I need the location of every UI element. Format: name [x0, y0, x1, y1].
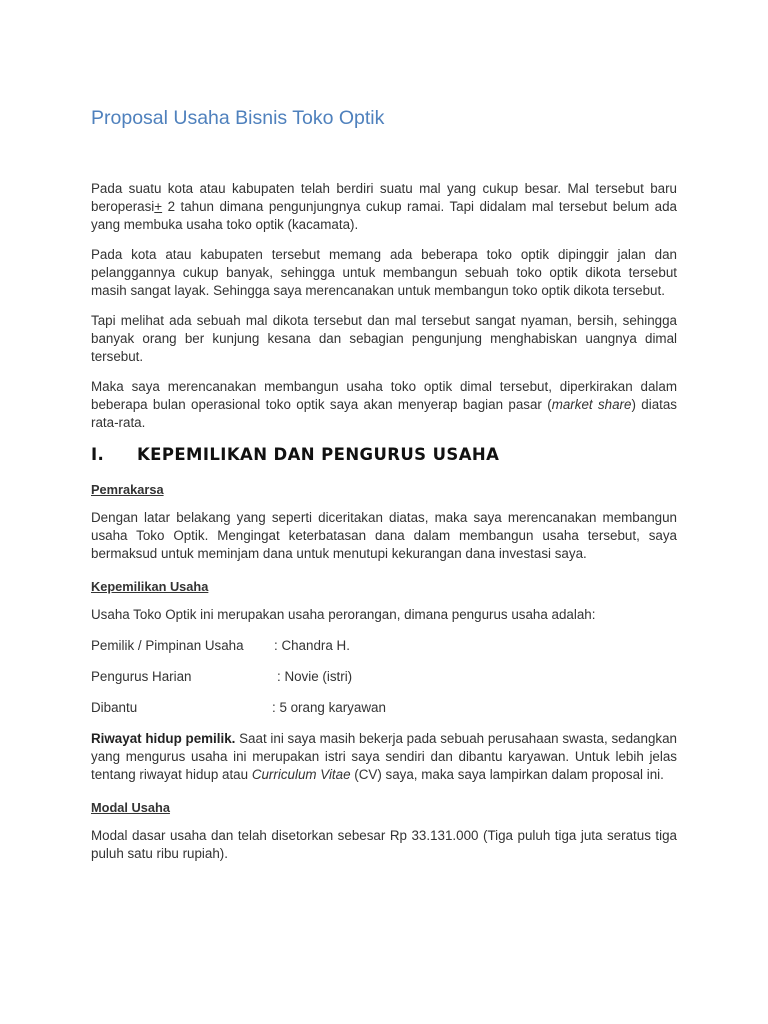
riwayat-paragraph: [91, 730, 677, 784]
page-title: Proposal Usaha Bisnis Toko Optik: [91, 107, 385, 129]
pemrakarsa-paragraph: Dengan latar belakang yang seperti diceritakan diatas, maka saya merencanakan membangun usaha Toko Optik. Mengingat keterbatasan dana dalam membangun usaha tersebut, saya bermaksud untuk meminjam dana untuk menutupi kekurangan dana investasi saya.: [91, 510, 677, 561]
intro-p4-text-a: Maka saya merencanakan membangun usaha toko optik dimal tersebut, diperkirakan dalam beberapa bulan operasional toko optik saya akan menyerap bagian pasar (: [91, 379, 677, 412]
section-title: KEPEMILIKAN DAN PENGURUS USAHA: [137, 445, 500, 464]
subheading-modal: Modal Usaha: [91, 800, 170, 815]
manager-value: : Novie (istri): [277, 669, 353, 684]
assistant-row: [91, 699, 677, 717]
riwayat-label: Riwayat hidup pemilik.: [91, 731, 236, 746]
intro-p1-text-a: Pada suatu kota atau kabupaten telah berdiri suatu mal yang cukup besar. Mal tersebut baru beroperasi: [91, 181, 677, 214]
intro-paragraph-3: Tapi melihat ada sebuah mal dikota tersebut dan mal tersebut sangat nyaman, bersih, sehingga banyak orang ber kunjung kesana dan sebagian pengunjung menghabiskan uangnya dimal tersebut.: [91, 313, 677, 364]
riwayat-text-a: Saat ini saya masih bekerja pada sebuah perusahaan swasta, sedangkan yang mengurus usaha ini merupakan istri saya sendiri dan dibantu karyawan. Untuk lebih jelas tentang riwayat hidup atau: [91, 731, 677, 782]
section-heading: [91, 444, 677, 466]
section-number: I.: [91, 445, 105, 464]
intro-paragraph-2: Pada kota atau kabupaten tersebut memang ada beberapa toko optik dipinggir jalan dan pelanggannya cukup banyak, sehingga untuk membangun sebuah toko optik dikota tersebut masih sangat layak. Sehingga saya merencanakan untuk membangun toko optik dikota tersebut.: [91, 247, 677, 298]
market-share-term: market share: [551, 397, 632, 412]
kepemilikan-paragraph: Usaha Toko Optik ini merupakan usaha perorangan, dimana pengurus usaha adalah:: [91, 607, 596, 622]
owner-value: : Chandra H.: [274, 638, 350, 653]
plus-minus-sign: +: [154, 199, 163, 214]
owner-row: [91, 637, 677, 655]
assistant-label: Dibantu: [91, 700, 138, 715]
assistant-value: : 5 orang karyawan: [272, 700, 386, 715]
owner-label: Pemilik / Pimpinan Usaha: [91, 638, 244, 653]
subheading-pemrakarsa: Pemrakarsa: [91, 482, 164, 497]
manager-label: Pengurus Harian: [91, 669, 192, 684]
document-body: [91, 180, 677, 875]
manager-row: [91, 668, 677, 686]
intro-p4-text-b: ) diatas rata-rata.: [91, 397, 678, 430]
intro-paragraph-4: [91, 378, 677, 432]
modal-paragraph: Modal dasar usaha dan telah disetorkan sebesar Rp 33.131.000 (Tiga puluh tiga juta seratus tiga puluh satu ribu rupiah).: [91, 828, 677, 861]
intro-p1-text-b: 2 tahun dimana pengunjungnya cukup ramai. Tapi didalam mal tersebut belum ada yang membuka usaha toko optik (kacamata).: [91, 199, 677, 232]
subheading-kepemilikan: Kepemilikan Usaha: [91, 579, 209, 594]
cv-term: Curriculum Vitae: [251, 767, 351, 782]
riwayat-text-b: (CV) saya, maka saya lampirkan dalam proposal ini.: [350, 767, 664, 782]
intro-paragraph-1: [91, 180, 677, 234]
